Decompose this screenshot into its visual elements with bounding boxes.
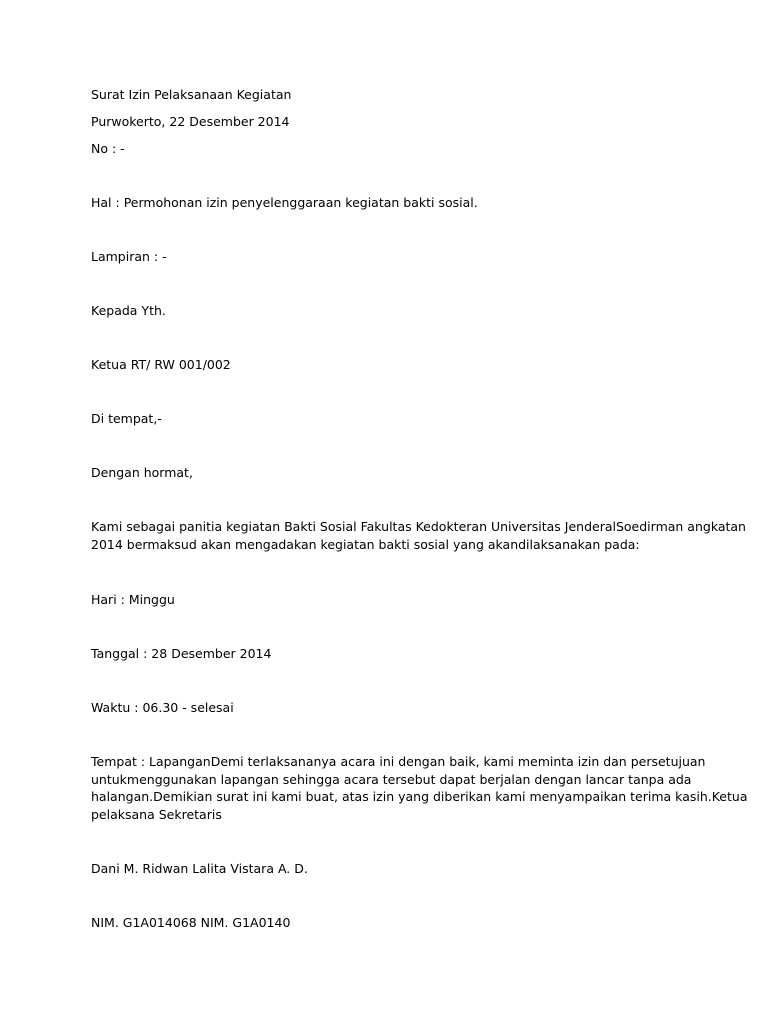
signatory-nims: NIM. G1A014068 NIM. G1A0140 — [91, 915, 291, 930]
closing-line: pelaksana Sekretaris — [91, 807, 222, 822]
signatories: Dani M. Ridwan Lalita Vistara A. D. — [91, 861, 308, 876]
event-date: Tanggal : 28 Desember 2014 — [91, 646, 272, 661]
closing-line: untukmenggunakan lapangan sehingga acara tersebut dapat berjalan dengan lancar tanpa ada — [91, 772, 692, 787]
letter-place-date: Purwokerto, 22 Desember 2014 — [91, 114, 290, 129]
letter-title: Surat Izin Pelaksanaan Kegiatan — [91, 87, 292, 102]
recipient-greeting: Kepada Yth. — [91, 303, 166, 318]
recipient: Ketua RT/ RW 001/002 — [91, 357, 231, 372]
event-day: Hari : Minggu — [91, 592, 175, 607]
closing-line: Tempat : LapanganDemi terlaksananya acara ini dengan baik, kami meminta izin dan persetujuan — [91, 754, 706, 769]
event-time: Waktu : 06.30 - selesai — [91, 700, 234, 715]
recipient-place: Di tempat,- — [91, 411, 162, 426]
letter-attachment: Lampiran : - — [91, 249, 167, 264]
salutation: Dengan hormat, — [91, 465, 193, 480]
intro-line: 2014 bermaksud akan mengadakan kegiatan bakti sosial yang akandilaksanakan pada: — [91, 537, 640, 552]
closing-line: halangan.Demikian surat ini kami buat, atas izin yang diberikan kami menyampaikan terima kasih.Ketua — [91, 789, 748, 804]
letter-number: No : - — [91, 141, 125, 156]
letter-subject: Hal : Permohonan izin penyelenggaraan kegiatan bakti sosial. — [91, 195, 478, 210]
intro-line: Kami sebagai panitia kegiatan Bakti Sosial Fakultas Kedokteran Universitas JenderalSoedirman angkatan — [91, 519, 746, 534]
